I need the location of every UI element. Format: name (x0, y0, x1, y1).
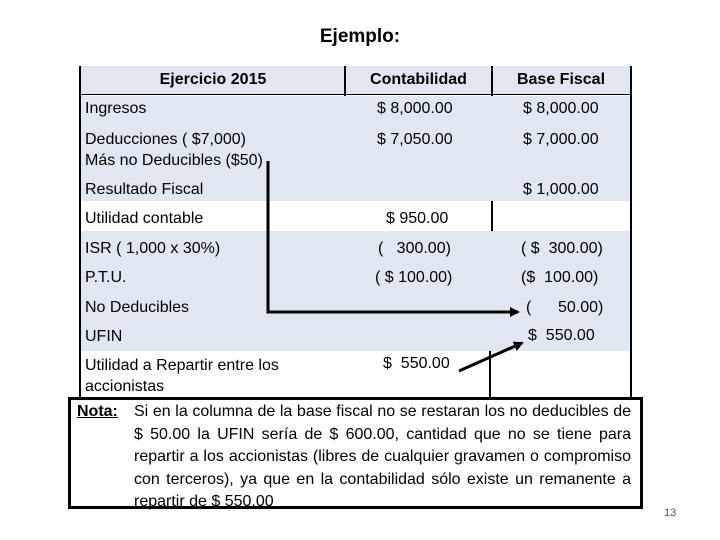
row-ufin-fiscal: $ 550.00 (528, 327, 595, 344)
row-deducciones-contabilidad: $ 7,050.00 (377, 131, 453, 148)
row-repartir-label-2: accionistas (85, 378, 165, 395)
slide-title: Ejemplo: (319, 26, 401, 47)
row-deducciones-label-2: Más no Deducibles ($50) (85, 152, 263, 169)
header-contabilidad: Contabilidad (345, 66, 492, 95)
note-label: Nota: (77, 403, 118, 420)
row-utilidad-label: Utilidad contable (85, 210, 204, 227)
row-deducciones-fiscal: $ 7,000.00 (523, 131, 599, 148)
row-isr-contabilidad: ( 300.00) (378, 240, 451, 257)
note-text: Si en la columna de la base fiscal no se restaran los no deducibles de $ 50.00 la UFIN sería de $ 600.00, cantidad que no se tiene para repartir a los accionistas (libres de cualquier gravamen o compromiso con terceros), ya que en la contabilidad sólo existe un remanente a repartir de $ 550.00 (134, 403, 631, 510)
page-number: 13 (664, 507, 677, 519)
row-utilidad-contabilidad: $ 950.00 (386, 210, 449, 227)
row-ingresos-contabilidad: $ 8,000.00 (377, 100, 453, 117)
row-ingresos-label: Ingresos (85, 100, 147, 117)
arrow-ufin (459, 343, 522, 371)
row-repartir-label-1: Utilidad a Repartir entre los (85, 357, 279, 374)
row-deducciones-label-1: Deducciones ( $7,000) (85, 131, 246, 148)
row-isr-fiscal: ( $ 300.00) (521, 240, 603, 257)
row-nodeducibles-fiscal: ( 50.00) (526, 299, 604, 316)
row-resultado-label: Resultado Fiscal (85, 181, 204, 198)
arrow-nodeducibles (268, 161, 518, 312)
row-ptu-contabilidad: ( $ 100.00) (375, 269, 453, 286)
row-repartir-contabilidad: $ 550.00 (383, 355, 450, 372)
row-isr-label: ISR ( 1,000 x 30%) (85, 240, 221, 257)
row-ptu-label: P.T.U. (85, 269, 127, 286)
row-nodeducibles-label: No Deducibles (85, 299, 190, 316)
row-ptu-fiscal: ($ 100.00) (521, 269, 599, 286)
header-base-fiscal: Base Fiscal (492, 66, 630, 95)
header-ejercicio: Ejercicio 2015 (81, 66, 345, 95)
row-resultado-fiscal: $ 1,000.00 (523, 181, 599, 198)
row-ingresos-fiscal: $ 8,000.00 (523, 100, 599, 117)
row-ufin-label: UFIN (85, 328, 123, 345)
